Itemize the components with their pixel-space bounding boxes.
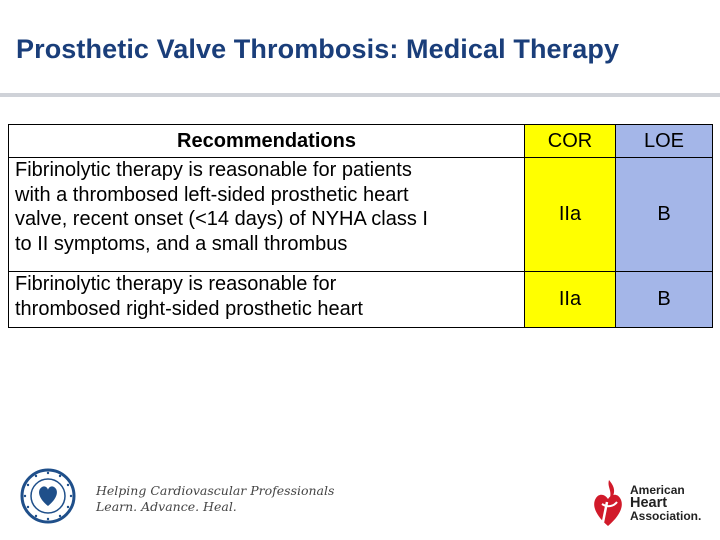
cor-cell: IIa <box>525 158 616 272</box>
aha-heart-torch-icon <box>590 478 626 528</box>
recommendation-line: to II symptoms, and a small thrombus <box>15 232 348 255</box>
recommendation-line: thrombosed right-sided prosthetic heart <box>15 297 363 320</box>
recommendation-line: with a thrombosed left-sided prosthetic heart <box>15 183 409 206</box>
loe-cell: B <box>616 158 713 272</box>
header-cor: COR <box>525 125 616 158</box>
table-header-row <box>9 125 713 158</box>
acc-tagline <box>96 483 334 515</box>
cor-cell: IIa <box>525 272 616 328</box>
slide-title: Prosthetic Valve Thrombosis: Medical Therapy <box>16 34 620 64</box>
header-recommendations: Recommendations <box>9 125 525 158</box>
recommendations-table <box>8 124 713 328</box>
aha-wordmark <box>630 484 701 523</box>
recommendation-cell <box>9 158 525 272</box>
recommendation-cell <box>9 272 525 328</box>
recommendation-line: Fibrinolytic therapy is reasonable for <box>15 273 337 295</box>
aha-line: Heart <box>630 495 668 511</box>
tagline-line: Learn. Advance. Heal. <box>96 499 237 514</box>
title-divider <box>0 93 720 97</box>
table-row <box>9 272 713 328</box>
aha-line: American <box>630 483 685 497</box>
recommendation-line: Fibrinolytic therapy is reasonable for patients <box>15 159 412 181</box>
acc-seal-logo <box>20 468 76 524</box>
header-loe: LOE <box>616 125 713 158</box>
tagline-line: Helping Cardiovascular Professionals <box>96 483 335 498</box>
loe-cell: B <box>616 272 713 328</box>
recommendation-line: valve, recent onset (<14 days) of NYHA class I <box>15 208 428 231</box>
table-row <box>9 158 713 272</box>
aha-line: Association. <box>630 509 702 523</box>
